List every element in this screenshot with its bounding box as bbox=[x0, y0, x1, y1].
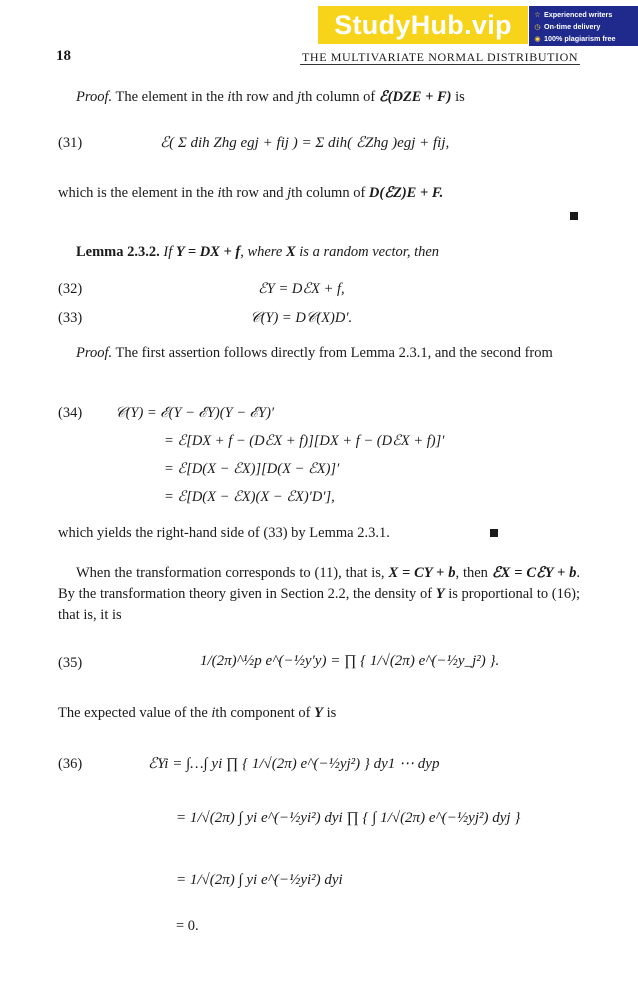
equation-32: ℰY = DℰX + f, bbox=[258, 281, 345, 297]
equation-number-32: (32) bbox=[58, 281, 83, 297]
equation-number-35: (35) bbox=[58, 655, 83, 671]
element-paragraph: which is the element in the ith row and jth column of D(ℰZ)E + F. bbox=[58, 185, 444, 201]
equation-36-line-3: = 1/√(2π) ∫ yi e^(−½yi²) dyi bbox=[176, 872, 343, 888]
equation-36-line-2: = 1/√(2π) ∫ yi e^(−½yi²) dyi ∏ { ∫ 1/√(2π) e^(−½yj²) dyj } bbox=[176, 810, 521, 826]
qed-mark-2 bbox=[490, 529, 498, 537]
service-badges[interactable] bbox=[529, 6, 638, 46]
equation-33: 𝒞(Y) = D𝒞(X)D′. bbox=[250, 310, 353, 326]
running-head: THE MULTIVARIATE NORMAL DISTRIBUTION bbox=[302, 50, 579, 64]
ad-banner[interactable] bbox=[0, 0, 638, 56]
proof-paragraph-2: Proof. The first assertion follows directly from Lemma 2.3.1, and the second from bbox=[76, 345, 553, 361]
clock-icon: ◷ bbox=[534, 22, 541, 31]
shield-icon: ◉ bbox=[534, 34, 541, 43]
equation-34-line-4: = ℰ[D(X − ℰX)(X − ℰX)′D′], bbox=[164, 489, 335, 505]
equation-number-36: (36) bbox=[58, 756, 83, 772]
page-number: 18 bbox=[56, 48, 71, 64]
expected-paragraph: The expected value of the ith component of Y is bbox=[58, 705, 337, 721]
lemma-2-3-2: Lemma 2.3.2. If Y = DX + f, where X is a random vector, then bbox=[76, 244, 440, 260]
yields-paragraph: which yields the right-hand side of (33) by Lemma 2.3.1. bbox=[58, 525, 390, 541]
equation-36-line-4: = 0. bbox=[176, 918, 199, 934]
transformation-paragraph: When the transformation corresponds to (11), that is, X = CY + b, then ℰX = CℰY + b. By the transformation theory given in Section 2.2, the density of Y is proportional to (16); that is, it is bbox=[58, 565, 581, 623]
equation-number-31: (31) bbox=[58, 135, 83, 151]
equation-31: ℰ( Σ dih Zhg egj + fij ) = Σ dih( ℰZhg )egj + fij, bbox=[160, 135, 450, 151]
equation-number-33: (33) bbox=[58, 310, 83, 326]
badge-experienced: ☆ Experienced writers bbox=[534, 10, 613, 19]
equation-34-line-1: 𝒞(Y) = ℰ(Y − ℰY)(Y − ℰY)′ bbox=[115, 405, 275, 421]
badge-plagiarism: ◉ 100% plagiarism free bbox=[534, 34, 616, 43]
equation-36-line-1: ℰYi = ∫…∫ yi ∏ { 1/√(2π) e^(−½yj²) } dy1 ⋯ dyp bbox=[148, 756, 440, 772]
equation-34-line-2: = ℰ[DX + f − (DℰX + f)][DX + f − (DℰX + f)]′ bbox=[164, 433, 445, 449]
proof-paragraph-1: Proof. The element in the ith row and jth column of ℰ(DZE + F) is bbox=[76, 89, 465, 105]
equation-35: 1/(2π)^½p e^(−½y′y) = ∏ { 1/√(2π) e^(−½y_j²) }. bbox=[200, 653, 500, 669]
header-rule bbox=[300, 64, 580, 65]
star-icon: ☆ bbox=[534, 10, 541, 19]
equation-34-line-3: = ℰ[D(X − ℰX)][D(X − ℰX)]′ bbox=[164, 461, 340, 477]
equation-number-34: (34) bbox=[58, 405, 83, 421]
badge-on-time: ◷ On-time delivery bbox=[534, 22, 601, 31]
qed-mark-1 bbox=[570, 212, 578, 220]
studyhub-logo[interactable]: StudyHub.vip bbox=[318, 6, 528, 44]
